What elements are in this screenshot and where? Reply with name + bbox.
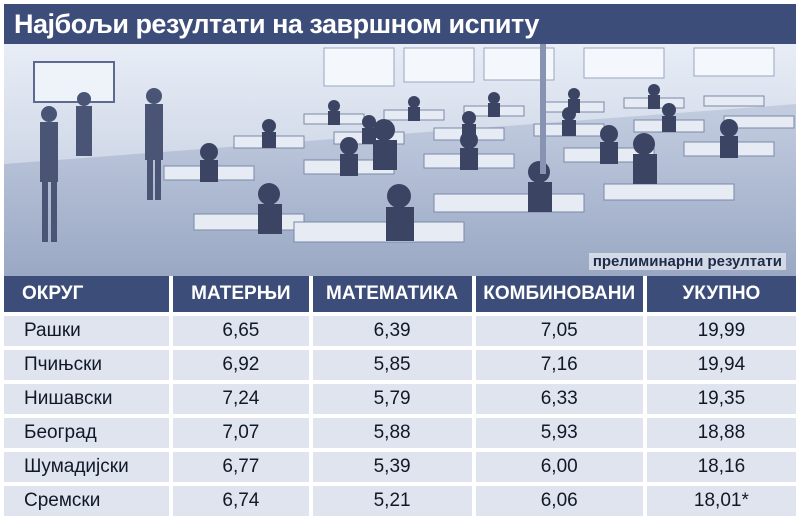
native-language-cell: 7,24 xyxy=(173,384,308,414)
combined-cell: 7,16 xyxy=(476,350,643,380)
header-mathematics: МАТЕМАТИКА xyxy=(313,276,472,312)
header-district: ОКРУГ xyxy=(4,276,169,312)
preliminary-results-note: прелиминарни резултати xyxy=(589,253,786,270)
native-language-cell: 6,77 xyxy=(173,452,308,482)
total-cell: 19,35 xyxy=(647,384,796,414)
total-cell: 19,94 xyxy=(647,350,796,380)
table-row xyxy=(4,384,796,414)
total-cell: 19,99 xyxy=(647,316,796,346)
table-row xyxy=(4,316,796,346)
title-bar xyxy=(4,4,796,44)
native-language-cell: 6,92 xyxy=(173,350,308,380)
district-cell: Шумадијски xyxy=(4,452,169,482)
page-title: Најбољи резултати на завршном испиту xyxy=(14,9,539,39)
native-language-cell: 6,74 xyxy=(173,486,308,516)
table-header-row xyxy=(4,276,796,312)
district-cell: Пчињски xyxy=(4,350,169,380)
combined-cell: 6,06 xyxy=(476,486,643,516)
mathematics-cell: 5,21 xyxy=(313,486,472,516)
mathematics-cell: 5,85 xyxy=(313,350,472,380)
district-cell: Београд xyxy=(4,418,169,448)
native-language-cell: 7,07 xyxy=(173,418,308,448)
total-cell: 18,88 xyxy=(647,418,796,448)
exam-hall-photo xyxy=(4,44,796,276)
header-total: УКУПНО xyxy=(647,276,796,312)
total-cell: 18,16 xyxy=(647,452,796,482)
combined-cell: 7,05 xyxy=(476,316,643,346)
mathematics-cell: 6,39 xyxy=(313,316,472,346)
combined-cell: 6,33 xyxy=(476,384,643,414)
native-language-cell: 6,65 xyxy=(173,316,308,346)
mathematics-cell: 5,39 xyxy=(313,452,472,482)
total-cell: 18,01* xyxy=(647,486,796,516)
results-table xyxy=(4,276,796,516)
header-combined: КОМБИНОВАНИ xyxy=(476,276,643,312)
combined-cell: 6,00 xyxy=(476,452,643,482)
exam-hall-illustration xyxy=(4,44,796,276)
table-row xyxy=(4,350,796,380)
table-row xyxy=(4,486,796,516)
district-cell: Сремски xyxy=(4,486,169,516)
header-native-language: МАТЕРЊИ xyxy=(173,276,308,312)
table-row xyxy=(4,418,796,448)
district-cell: Нишавски xyxy=(4,384,169,414)
mathematics-cell: 5,79 xyxy=(313,384,472,414)
combined-cell: 5,93 xyxy=(476,418,643,448)
mathematics-cell: 5,88 xyxy=(313,418,472,448)
district-cell: Рашки xyxy=(4,316,169,346)
table-row xyxy=(4,452,796,482)
